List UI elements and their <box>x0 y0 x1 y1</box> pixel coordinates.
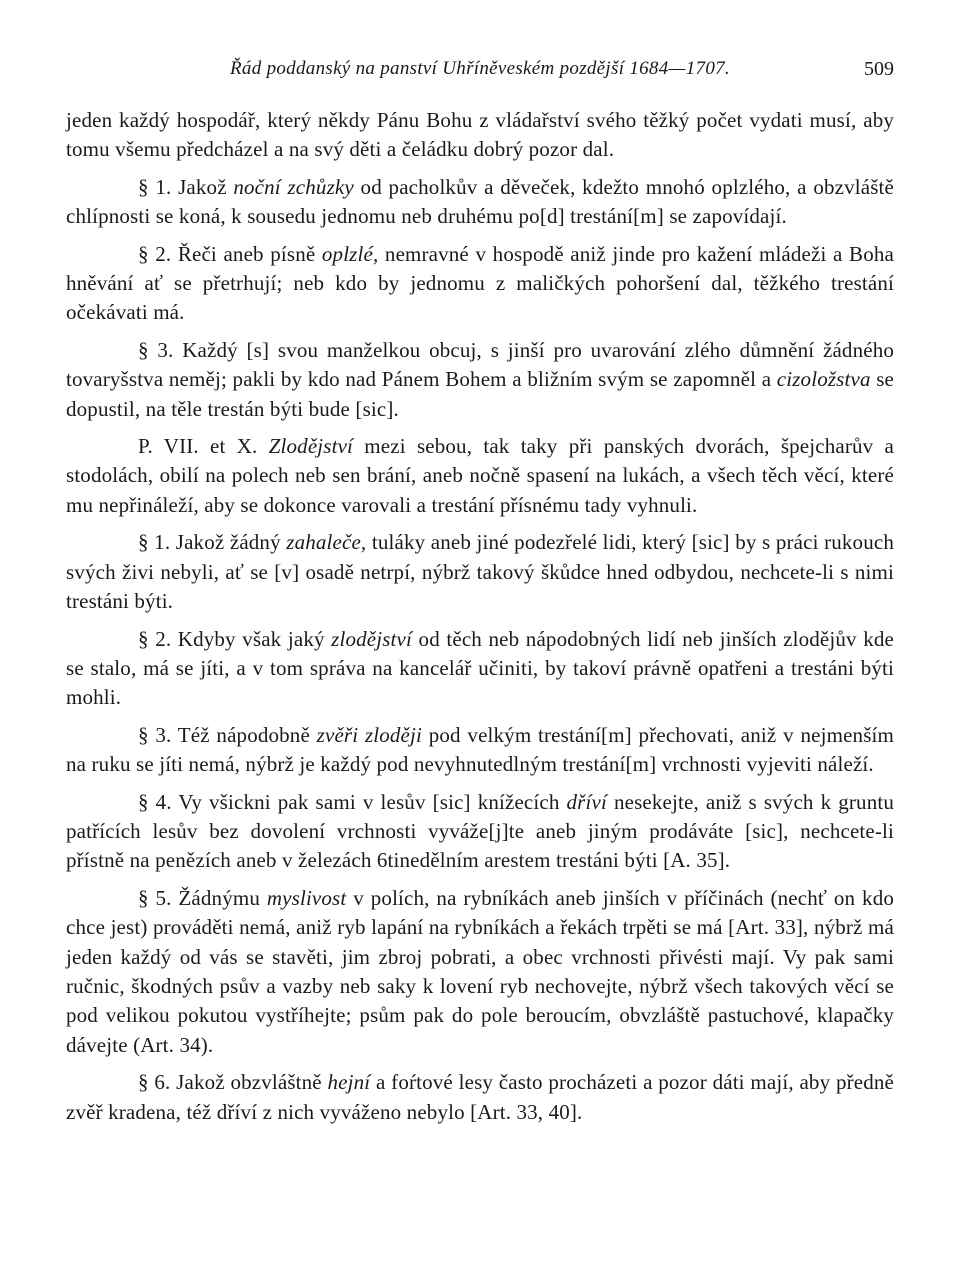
italic-term: myslivost <box>266 885 347 910</box>
paragraph <box>66 625 894 713</box>
italic-term: dříví <box>566 789 607 814</box>
paragraph <box>66 432 894 520</box>
italic-term: hejní <box>327 1070 371 1095</box>
paragraph <box>66 528 894 616</box>
paragraph <box>66 721 894 780</box>
paragraph <box>66 1068 894 1127</box>
text-run: pod velkým trestání[m] přechovati, aniž v nejmenším na ruku se jíti nemá, nýbrž je každý pod nevyhnutedlným trestání[m] vrchnosti vyjeviti náleží. <box>66 722 894 777</box>
text-run: od pacholkův a děveček, kdežto mnohó oplzlého, a obzvláště chlípnosti se koná, k sousedu jednomu neb druhému po[d] trestání[m] se zapovídají. <box>66 174 894 229</box>
text-run: v polích, na rybníkách aneb jinších v příčinách (nechť on kdo chce jest) prováděti nemá, aniž ryb lapání na rybníkách a řekách trpěti se má [Art. 33], nýbrž má jeden každý od vás se stavěti, jim zbroj pobrati, a obec vrchnosti přivésti mají. Vy pak sami ručnic, škodných psův a vazby neb saky k lovení ryb nechovejte, nýbrž všech takových věcí se pod velikou pokutou vystříhejte; psům pak do pole beroucím, obvzláště pastuchové, klapačky dávejte (Art. 34). <box>66 885 895 1057</box>
italic-term: oplzlé, <box>321 241 379 266</box>
text-run: a foŕtové lesy často procházeti a pozor dáti mají, aby předně zvěř kradena, též dříví z nich vyváženo nebylo [Art. 33, 40]. <box>66 1070 894 1124</box>
text-run: § 6. Jakož obzvláštně <box>138 1070 328 1095</box>
italic-term: Zlodějství <box>268 434 354 459</box>
text-run: od těch neb nápodobných lidí neb jinších zlodějův kde se stalo, má se jíti, a v tom správa na kancelář učiniti, by takoví právně opatřeni a trestáni býti mohli. <box>66 626 894 710</box>
text-run: § 2. Řeči aneb písně <box>138 241 322 266</box>
paragraph <box>66 240 894 328</box>
paragraph <box>66 884 894 1060</box>
text-run: se dopustil, na těle trestán býti bude [sic]. <box>66 367 894 421</box>
paragraph <box>66 336 894 424</box>
text-run: jeden každý hospodář, který někdy Pánu Bohu z vládařství svého těžký počet vydati musí, aby tomu všemu předcházel a na svý děti a čeládku dobrý pozor dal. <box>66 108 894 162</box>
italic-term: zahaleče, <box>286 530 367 555</box>
italic-term: noční zchůzky <box>233 174 354 199</box>
text-run: § 1. Jakož <box>138 174 234 199</box>
page-header <box>66 58 894 88</box>
text-run: tuláky aneb jiné podezřelé lidi, který [sic] by s práci rukouch svých živi nebyli, ať se [v] osadě netrpí, nýbrž takový škůdce hned odbydou, nechcete-li s nimi trestáni býti. <box>66 530 894 614</box>
text-run: nemravné v hospodě aniž jinde pro kažení mládeži a Boha hněvání ať se přetrhují; neb kdo by jednomu z maličkých pohoršení dal, těžkého trestání očekávati má. <box>66 241 894 325</box>
paragraph <box>66 106 894 165</box>
text-run: § 3. Též nápodobně <box>138 722 317 747</box>
text-run: § 1. Jakož žádný <box>138 530 287 555</box>
body-text <box>66 106 894 1127</box>
text-run: § 3. Každý [s] svou manželkou obcuj, s jinší pro uvarování zlého důmnění žádného tovaryšstva neměj; pakli by kdo nad Pánem Bohem a bližním svým se zapomněl a <box>66 337 894 392</box>
paragraph <box>66 173 894 232</box>
italic-term: zlodějství <box>331 626 412 651</box>
paragraph <box>66 788 894 876</box>
page-number: 509 <box>864 58 894 80</box>
text-run: § 5. Žádnýmu <box>138 885 267 910</box>
italic-term: zvěři zloději <box>316 722 423 747</box>
text-run: mezi sebou, tak taky při panských dvorách, špejcharův a stodolách, obilí na polech neb sen brání, aneb nočně spasení na lukách, a všech těch věcí, které mu nepřináleží, aby se dokonce varovali a trestání přísnému tady vyhnuli. <box>66 434 895 517</box>
running-title: Řád poddanský na panství Uhříněveském pozdější 1684—1707. <box>230 58 730 79</box>
text-run: § 2. Kdyby však jaký <box>138 626 332 651</box>
text-run: nesekejte, aniž s svých k gruntu patřících lesův bez dovolení vrchnosti vyváže[j]te aneb jiným prodáváte [sic], nechcete-li přístně na penězích aneb v železách 6tinedělním arestem trestáni býti [A. 35]. <box>66 789 894 873</box>
text-run: § 4. Vy všickni pak sami v lesův [sic] knížecích <box>138 789 567 814</box>
italic-term: cizoložstva <box>776 367 871 392</box>
text-run: P. VII. et X. <box>138 434 269 459</box>
